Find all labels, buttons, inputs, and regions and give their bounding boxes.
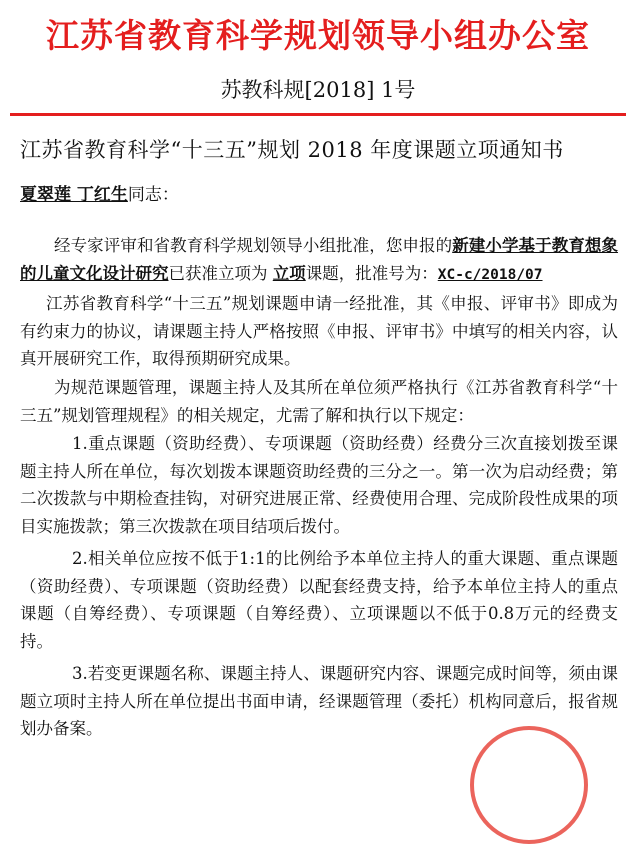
salutation-suffix: 同志：	[127, 185, 179, 205]
rule-item-1: 1.重点课题（资助经费）、专项课题（资助经费）经费分三次直接划拨至课题主持人所在单位，每次划拨本课题资助经费的三分之一。第一次为启动经费；第二次拨款与中期检查挂钩，对研究进展正常、经费使用合理、完成阶段性成果的项目实施拨款；第三次拨款在项目结项后拨付。	[20, 434, 618, 536]
salutation	[20, 180, 179, 205]
issuer-header: 江苏省教育科学规划领导小组办公室	[46, 16, 590, 55]
project-name: 新建小学基于教育想象的儿童文化设计研究	[20, 236, 619, 283]
red-divider-line	[10, 113, 626, 116]
approval-text-before: 经专家评审和省教育科学规划领导小组批准，您申报的	[54, 236, 453, 255]
recipient-names: 夏翠莲 丁红生	[20, 185, 128, 205]
project-type: 立项	[272, 263, 306, 283]
rule-item-3: 3.若变更课题名称、课题主持人、课题研究内容、课题完成时间等，须由课题立项时主持人所在单位提出书面申请，经课题管理（委托）机构同意后，报省规划办备案。	[20, 664, 618, 738]
approval-number: XC-c/2018/07	[437, 266, 543, 283]
regulation-paragraph: 为规范课题管理，课题主持人及其所在单位须严格执行《江苏省教育科学“十三五”规划管理规程》的相关规定，尤需了解和执行以下规定：	[20, 378, 618, 425]
rule-item-2: 2.相关单位应按不低于1:1的比例给予本单位主持人的重大课题、重点课题（资助经费）、专项课题（资助经费）以配套经费支持，给予本单位主持人的重点课题（自筹经费）、专项课题（自筹经费）、立项课题以不低于0.8万元的经费支持。	[20, 549, 618, 651]
notice-title: 江苏省教育科学“十三五”规划 2018 年度课题立项通知书	[20, 138, 564, 162]
official-seal	[470, 726, 588, 844]
approval-paragraph	[20, 232, 618, 289]
document-number: 苏教科规[2018] 1号	[220, 78, 416, 102]
approval-text-after: 课题，批准号为：	[305, 263, 438, 283]
approval-text-middle: 已获准立项为	[168, 263, 268, 283]
agreement-paragraph: 江苏省教育科学“十三五”规划课题申请一经批准，其《申报、评审书》即成为有约束力的协议，请课题主持人严格按照《申报、评审书》中填写的相关内容，认真开展研究工作，取得预期研究成果。	[20, 294, 618, 368]
